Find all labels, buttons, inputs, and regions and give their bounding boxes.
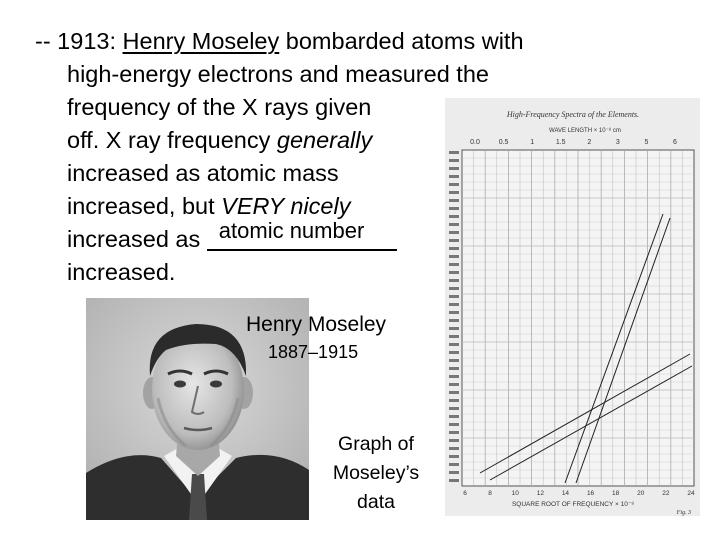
graph-grid	[462, 150, 694, 486]
graph-x-axis-label: SQUARE ROOT OF FREQUENCY × 10⁻⁸	[511, 501, 635, 508]
element-label-mark	[449, 439, 459, 442]
line-1-suffix: bombarded atoms with	[279, 28, 524, 54]
x-tick-label: 16	[586, 490, 595, 497]
graph-wavelength-label: WAVE LENGTH × 10⁻⁸ cm	[549, 128, 621, 134]
element-label-mark	[449, 431, 459, 434]
portrait-caption-years: 1887–1915	[268, 342, 359, 362]
element-label-mark	[449, 335, 459, 338]
element-label-mark	[449, 183, 459, 186]
line-3: frequency of the X rays given	[67, 94, 372, 120]
element-label-mark	[449, 407, 459, 410]
generally-emphasis: generally	[276, 127, 373, 153]
graph-caption-line-3: data	[357, 491, 395, 513]
wavelength-tick-label: 5	[644, 139, 649, 146]
wavelength-tick-label: 2	[587, 139, 592, 146]
element-label-mark	[449, 471, 459, 474]
element-label-mark	[449, 191, 459, 194]
element-label-mark	[449, 159, 459, 162]
x-tick-label: 14	[561, 490, 570, 497]
line-8: increased.	[67, 259, 176, 285]
element-label-mark	[449, 207, 459, 210]
line-4	[67, 124, 372, 157]
element-label-mark	[449, 479, 459, 482]
line-7-prefix: increased as	[67, 226, 207, 252]
line-1	[35, 25, 524, 58]
x-tick-label: 22	[662, 490, 670, 497]
wavelength-tick-label: 0.0	[470, 139, 480, 146]
element-label-mark	[449, 343, 459, 346]
graph-fig-label: Fig. 3	[676, 510, 691, 516]
element-label-mark	[449, 303, 459, 306]
x-tick-label: 6	[463, 490, 467, 497]
line-7	[67, 218, 397, 256]
portrait-caption-name: Henry Moseley	[246, 313, 387, 336]
element-label-mark	[449, 239, 459, 242]
x-tick-label: 20	[637, 490, 645, 497]
element-label-mark	[449, 327, 459, 330]
element-label-mark	[449, 463, 459, 466]
graph-title: High-Frequency Spectra of the Elements.	[506, 110, 640, 119]
x-tick-label: 8	[488, 490, 492, 497]
wavelength-tick-label: 1	[530, 139, 535, 146]
element-label-mark	[449, 279, 459, 282]
wavelength-tick-label: 3	[615, 139, 620, 146]
graph-caption-line-2: Moseley’s	[332, 462, 420, 484]
element-label-mark	[449, 255, 459, 258]
element-label-mark	[449, 223, 459, 226]
graph-caption	[314, 430, 438, 517]
graph-caption-line-1: Graph of	[338, 433, 414, 455]
element-label-mark	[449, 175, 459, 178]
x-tick-label: 18	[612, 490, 620, 497]
element-label-mark	[449, 167, 459, 170]
element-label-mark	[449, 447, 459, 450]
element-label-mark	[449, 287, 459, 290]
x-tick-label: 24	[687, 490, 695, 497]
moseley-graph	[445, 98, 700, 516]
wavelength-tick-label: 0.5	[498, 139, 509, 146]
element-label-mark	[449, 359, 459, 362]
element-label-mark	[449, 247, 459, 250]
line-6-prefix: increased, but	[67, 193, 222, 219]
blank-underline	[207, 249, 397, 251]
line-4-prefix: off. X ray frequency	[67, 127, 277, 153]
element-label-mark	[449, 263, 459, 266]
element-label-mark	[449, 423, 459, 426]
blank-answer-text: atomic number	[218, 218, 365, 243]
element-label-mark	[449, 271, 459, 274]
line-5: increased as atomic mass	[67, 160, 339, 186]
element-label-mark	[449, 311, 459, 314]
answer-blank	[207, 218, 397, 256]
element-label-mark	[449, 383, 459, 386]
element-label-mark	[449, 415, 459, 418]
element-label-mark	[449, 199, 459, 202]
element-label-mark	[449, 295, 459, 298]
element-label-mark	[449, 375, 459, 378]
element-label-mark	[449, 231, 459, 234]
x-tick-label: 10	[511, 490, 519, 497]
element-label-mark	[449, 391, 459, 394]
wavelength-tick-label: 1.5	[555, 139, 566, 146]
line-2: high-energy electrons and measured the	[67, 61, 489, 87]
element-label-mark	[449, 367, 459, 370]
element-label-mark	[449, 215, 459, 218]
very-nicely-emphasis: VERY nicely	[221, 193, 351, 219]
element-label-mark	[449, 151, 459, 154]
element-label-mark	[449, 399, 459, 402]
wavelength-tick-label: 6	[673, 139, 677, 146]
moseley-name-underlined: Henry Moseley	[122, 28, 280, 54]
element-label-mark	[449, 351, 459, 354]
element-label-mark	[449, 455, 459, 458]
date-text: -- 1913:	[35, 28, 123, 54]
x-tick-label: 12	[536, 490, 544, 497]
element-label-mark	[449, 319, 459, 322]
